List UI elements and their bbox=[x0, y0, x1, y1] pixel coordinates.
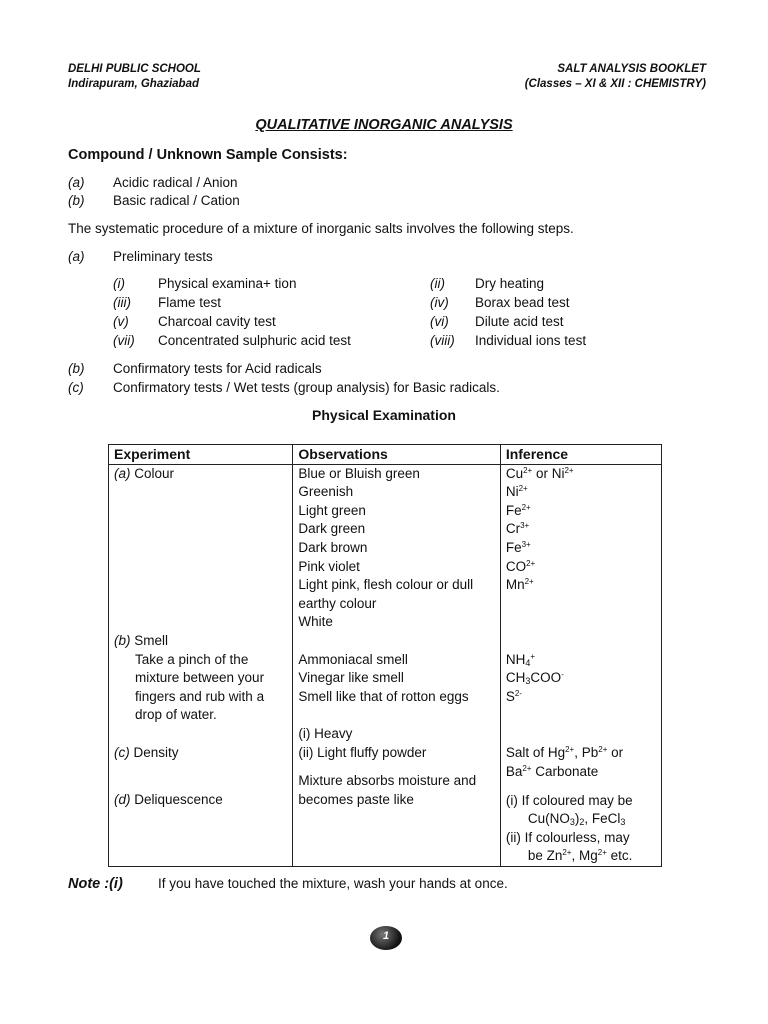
consists-item: (b) Basic radical / Cation bbox=[68, 193, 240, 208]
prelim-test-item: (vi) Dilute acid test bbox=[430, 314, 564, 329]
step-item: (a) Preliminary tests bbox=[68, 249, 213, 264]
prelim-test-item: (viii) Individual ions test bbox=[430, 333, 587, 348]
school-location: Indirapuram, Ghaziabad bbox=[68, 78, 199, 90]
experiment-cell: (a) Colour (b) Smell Take a pinch of the mixture between your fingers and rub with a drop of water. (c) Density (d) Deliquescence bbox=[109, 464, 293, 866]
prelim-test-item: (iii) Flame test bbox=[113, 295, 222, 310]
page-title: QUALITATIVE INORGANIC ANALYSIS bbox=[255, 117, 513, 133]
booklet-classes: (Classes – XI & XII : CHEMISTRY) bbox=[524, 78, 706, 90]
physical-examination-table bbox=[108, 444, 662, 867]
inference-cell: $Cu^{2+}$ or $Ni^{2+}$ $Ni^{2+}$ $Fe^{2+}$ $Cr^{3+}$ $Fe^{3+}$ $CO^{2+}$ $Mn^{2+}$ $NH_4^+$ $CH_3COO^-$ $S^{2-}$ Salt of $Hg^{2+}$, $Pb^{2+}$ or $Ba^{2+}$ Carbonate (i) If coloured may be $Cu(NO_3)_2$, FeCl$_3$ (ii) If colourless, may be $Zn^{2+}$, $Mg^{2+}$ etc. bbox=[500, 464, 661, 866]
column-header: Observations bbox=[293, 445, 501, 465]
column-header: Experiment bbox=[109, 445, 293, 465]
booklet-header bbox=[525, 62, 706, 92]
school-name: DELHI PUBLIC SCHOOL bbox=[68, 63, 201, 75]
observations-cell: Blue or Bluish green Greenish Light green Dark green Dark brown Pink violet Light pink, flesh colour or dull earthy colour White Ammoniacal smell Vinegar like smell Smell like that of rotton eggs (i) Heavy (ii) Light fluffy powder Mixture absorbs moisture and becomes paste like bbox=[293, 464, 501, 866]
prelim-test-item: (ii) Dry heating bbox=[430, 276, 545, 291]
note: Note :(i) If you have touched the mixture, wash your hands at once. bbox=[68, 876, 508, 892]
prelim-test-item: (v) Charcoal cavity test bbox=[113, 314, 276, 329]
prelim-test-item: (vii) Concentrated sulphuric acid test bbox=[113, 333, 351, 348]
section-title: Physical Examination bbox=[312, 407, 456, 423]
page-number: 1 bbox=[382, 930, 390, 942]
consists-item: (a) Acidic radical / Anion bbox=[68, 175, 238, 190]
table-header-row bbox=[109, 445, 662, 465]
intro-paragraph: The systematic procedure of a mixture of inorganic salts involves the following steps. bbox=[68, 221, 574, 236]
school-header bbox=[68, 62, 201, 92]
step-item: (c) Confirmatory tests / Wet tests (group analysis) for Basic radicals. bbox=[68, 380, 500, 395]
prelim-test-item: (i) Physical examina+ tion bbox=[113, 276, 297, 291]
column-header: Inference bbox=[500, 445, 661, 465]
table-row bbox=[109, 464, 662, 866]
booklet-name: SALT ANALYSIS BOOKLET bbox=[557, 63, 706, 75]
page-number-badge bbox=[370, 926, 402, 950]
section-subhead: Compound / Unknown Sample Consists: bbox=[68, 147, 348, 163]
step-item: (b) Confirmatory tests for Acid radicals bbox=[68, 361, 322, 376]
prelim-test-item: (iv) Borax bead test bbox=[430, 295, 570, 310]
